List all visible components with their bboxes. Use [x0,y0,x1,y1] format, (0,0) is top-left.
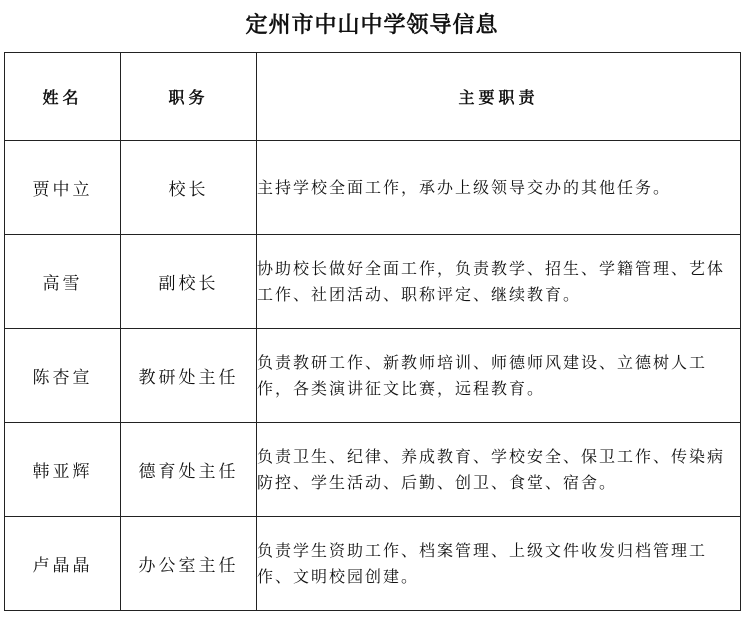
table-row [5,517,741,611]
cell-duty: 主持学校全面工作，承办上级领导交办的其他任务。 [257,141,741,235]
cell-duty: 协助校长做好全面工作，负责教学、招生、学籍管理、艺体工作、社团活动、职称评定、继续教育。 [257,235,741,329]
cell-name: 贾中立 [5,141,121,235]
cell-duty: 负责教研工作、新教师培训、师德师风建设、立德树人工作，各类演讲征文比赛，远程教育。 [257,329,741,423]
cell-role: 教研处主任 [121,329,257,423]
header-role: 职务 [121,53,257,141]
cell-name: 陈杏宣 [5,329,121,423]
cell-name: 高雪 [5,235,121,329]
header-name: 姓名 [5,53,121,141]
cell-name: 韩亚辉 [5,423,121,517]
cell-name: 卢晶晶 [5,517,121,611]
cell-duty: 负责卫生、纪律、养成教育、学校安全、保卫工作、传染病防控、学生活动、后勤、创卫、食堂、宿舍。 [257,423,741,517]
table-row [5,235,741,329]
page-title: 定州市中山中学领导信息 [245,13,499,38]
leaders-table [4,52,741,611]
cell-role: 副校长 [121,235,257,329]
header-duty: 主要职责 [257,53,741,141]
cell-role: 校长 [121,141,257,235]
cell-role: 办公室主任 [121,517,257,611]
table-row [5,329,741,423]
cell-duty: 负责学生资助工作、档案管理、上级文件收发归档管理工作、文明校园创建。 [257,517,741,611]
cell-role: 德育处主任 [121,423,257,517]
table-header-row [5,53,741,141]
table-row [5,423,741,517]
table-row [5,141,741,235]
